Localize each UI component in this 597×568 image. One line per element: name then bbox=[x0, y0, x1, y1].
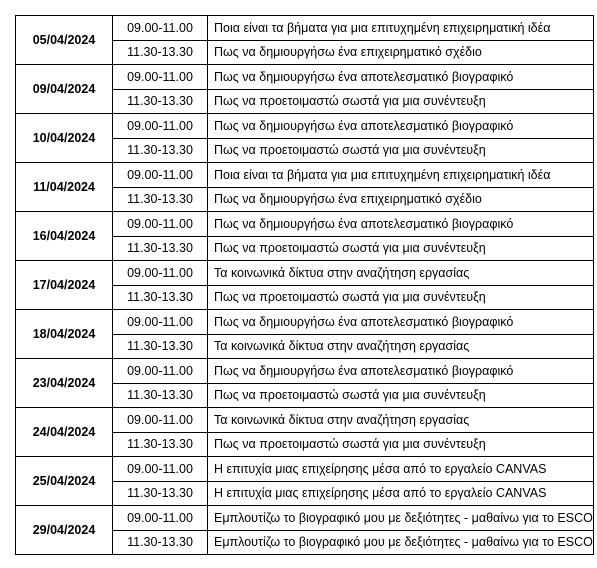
topic-cell: Πως να προετοιμαστώ σωστά για μια συνέντευξη bbox=[208, 236, 594, 261]
table-row bbox=[16, 114, 594, 139]
topic-cell: Πως να προετοιμαστώ σωστά για μια συνέντευξη bbox=[208, 285, 594, 310]
topic-cell: Πως να δημιουργήσω ένα αποτελεσματικό βιογραφικό bbox=[208, 359, 594, 384]
topic-cell: Τα κοινωνικά δίκτυα στην αναζήτηση εργασίας bbox=[208, 334, 594, 359]
time-cell: 09.00-11.00 bbox=[113, 261, 208, 286]
time-cell: 09.00-11.00 bbox=[113, 457, 208, 482]
topic-cell: Ποια είναι τα βήματα για μια επιτυχημένη επιχειρηματική ιδέα bbox=[208, 163, 594, 188]
topic-cell: Πως να δημιουργήσω ένα επιχειρηματικό σχέδιο bbox=[208, 187, 594, 212]
table-row bbox=[16, 261, 594, 286]
date-cell: 18/04/2024 bbox=[16, 310, 113, 359]
time-cell: 11.30-13.30 bbox=[113, 138, 208, 163]
table-row bbox=[16, 359, 594, 384]
table-row bbox=[16, 163, 594, 188]
time-cell: 09.00-11.00 bbox=[113, 359, 208, 384]
time-cell: 09.00-11.00 bbox=[113, 212, 208, 237]
time-cell: 11.30-13.30 bbox=[113, 40, 208, 65]
topic-cell: Πως να δημιουργήσω ένα αποτελεσματικό βιογραφικό bbox=[208, 310, 594, 335]
date-cell: 09/04/2024 bbox=[16, 65, 113, 114]
table-row bbox=[16, 16, 594, 41]
table-row bbox=[16, 506, 594, 531]
table-row bbox=[16, 65, 594, 90]
topic-cell: Ποια είναι τα βήματα για μια επιτυχημένη επιχειρηματική ιδέα bbox=[208, 16, 594, 41]
date-cell: 17/04/2024 bbox=[16, 261, 113, 310]
schedule-table bbox=[15, 15, 594, 555]
time-cell: 11.30-13.30 bbox=[113, 530, 208, 555]
time-cell: 11.30-13.30 bbox=[113, 285, 208, 310]
topic-cell: Εμπλουτίζω το βιογραφικό μου με δεξιότητες - μαθαίνω για το ESCO bbox=[208, 530, 594, 555]
time-cell: 11.30-13.30 bbox=[113, 481, 208, 506]
topic-cell: Πως να δημιουργήσω ένα αποτελεσματικό βιογραφικό bbox=[208, 65, 594, 90]
date-cell: 11/04/2024 bbox=[16, 163, 113, 212]
date-cell: 10/04/2024 bbox=[16, 114, 113, 163]
table-row bbox=[16, 457, 594, 482]
time-cell: 09.00-11.00 bbox=[113, 16, 208, 41]
topic-cell: Η επιτυχία μιας επιχείρησης μέσα από το εργαλείο CANVAS bbox=[208, 481, 594, 506]
topic-cell: Πως να προετοιμαστώ σωστά για μια συνέντευξη bbox=[208, 138, 594, 163]
date-cell: 16/04/2024 bbox=[16, 212, 113, 261]
date-cell: 24/04/2024 bbox=[16, 408, 113, 457]
table-row bbox=[16, 408, 594, 433]
time-cell: 09.00-11.00 bbox=[113, 506, 208, 531]
time-cell: 11.30-13.30 bbox=[113, 383, 208, 408]
time-cell: 11.30-13.30 bbox=[113, 187, 208, 212]
topic-cell: Η επιτυχία μιας επιχείρησης μέσα από το εργαλείο CANVAS bbox=[208, 457, 594, 482]
time-cell: 11.30-13.30 bbox=[113, 89, 208, 114]
table-row bbox=[16, 310, 594, 335]
date-cell: 29/04/2024 bbox=[16, 506, 113, 555]
date-cell: 05/04/2024 bbox=[16, 16, 113, 65]
time-cell: 09.00-11.00 bbox=[113, 408, 208, 433]
time-cell: 11.30-13.30 bbox=[113, 236, 208, 261]
topic-cell: Πως να δημιουργήσω ένα επιχειρηματικό σχέδιο bbox=[208, 40, 594, 65]
topic-cell: Εμπλουτίζω το βιογραφικό μου με δεξιότητες - μαθαίνω για το ESCO bbox=[208, 506, 594, 531]
date-cell: 25/04/2024 bbox=[16, 457, 113, 506]
time-cell: 09.00-11.00 bbox=[113, 310, 208, 335]
time-cell: 11.30-13.30 bbox=[113, 432, 208, 457]
topic-cell: Τα κοινωνικά δίκτυα στην αναζήτηση εργασίας bbox=[208, 261, 594, 286]
topic-cell: Πως να προετοιμαστώ σωστά για μια συνέντευξη bbox=[208, 432, 594, 457]
time-cell: 11.30-13.30 bbox=[113, 334, 208, 359]
topic-cell: Τα κοινωνικά δίκτυα στην αναζήτηση εργασίας bbox=[208, 408, 594, 433]
topic-cell: Πως να προετοιμαστώ σωστά για μια συνέντευξη bbox=[208, 89, 594, 114]
time-cell: 09.00-11.00 bbox=[113, 114, 208, 139]
date-cell: 23/04/2024 bbox=[16, 359, 113, 408]
table-row bbox=[16, 212, 594, 237]
topic-cell: Πως να δημιουργήσω ένα αποτελεσματικό βιογραφικό bbox=[208, 212, 594, 237]
schedule-body bbox=[16, 16, 594, 555]
time-cell: 09.00-11.00 bbox=[113, 65, 208, 90]
topic-cell: Πως να δημιουργήσω ένα αποτελεσματικό βιογραφικό bbox=[208, 114, 594, 139]
time-cell: 09.00-11.00 bbox=[113, 163, 208, 188]
topic-cell: Πως να προετοιμαστώ σωστά για μια συνέντευξη bbox=[208, 383, 594, 408]
